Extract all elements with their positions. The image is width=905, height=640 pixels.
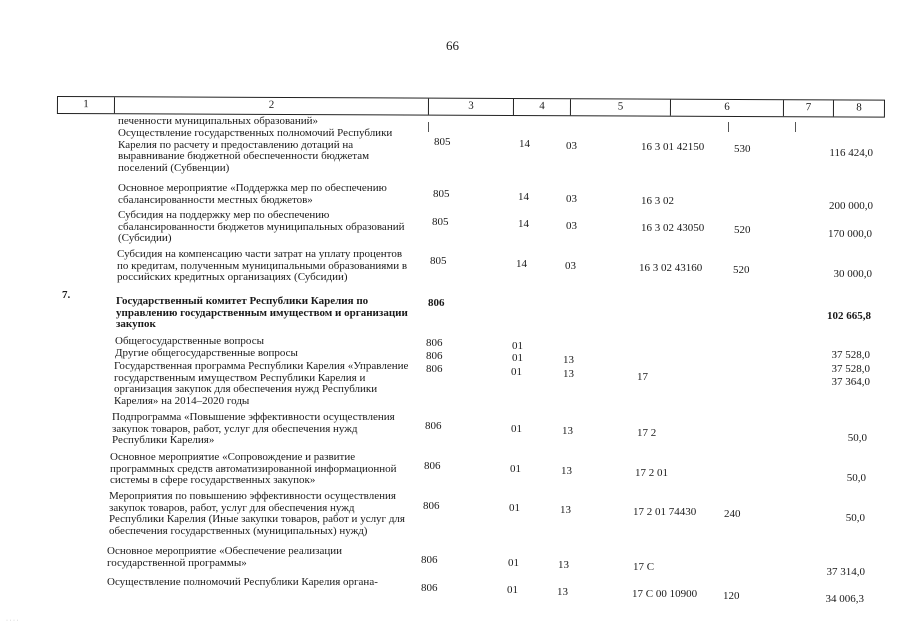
row-amount: 50,0 bbox=[846, 472, 866, 484]
row-expense-type: 520 bbox=[733, 264, 750, 276]
row-target-code: 17 2 bbox=[637, 427, 657, 439]
row-expense-type: 530 bbox=[734, 143, 751, 155]
row-admin-code: 806 bbox=[426, 350, 443, 362]
row-subsection: 13 bbox=[560, 504, 571, 516]
row-section: 01 bbox=[510, 463, 521, 475]
row-name: Подпрограмма «Повышение эффективности осуществления закупок товаров, работ, услуг для обеспечения нужд Республики Карелия» bbox=[112, 411, 395, 447]
row-section: 01 bbox=[507, 584, 518, 596]
row-section: 01 bbox=[512, 352, 523, 364]
header-col-2: 2 bbox=[115, 97, 429, 114]
header-col-7: 7 bbox=[784, 100, 834, 116]
row-amount: 50,0 bbox=[847, 432, 867, 444]
row-target-code: 17 2 01 74430 bbox=[633, 506, 697, 518]
row-admin-code: 805 bbox=[432, 216, 449, 228]
row-amount: 37 314,0 bbox=[826, 566, 865, 578]
row-admin-code: 806 bbox=[423, 500, 440, 512]
row-section: 01 bbox=[508, 557, 519, 569]
row-section: 14 bbox=[516, 258, 527, 270]
row-subsection: 13 bbox=[558, 559, 569, 571]
header-col-3: 3 bbox=[429, 99, 514, 115]
row-section: 01 bbox=[509, 502, 520, 514]
row-name: печенности муниципальных образований» bbox=[118, 115, 319, 127]
column-rule bbox=[728, 122, 729, 132]
row-name: Субсидия на компенсацию части затрат на уплату процентов по кредитам, полученным муниципальными образованиями в российских кредитных организациях (Субсидии) bbox=[117, 248, 408, 284]
row-subsection: 13 bbox=[563, 368, 574, 380]
row-name: Другие общегосударственные вопросы bbox=[115, 347, 298, 359]
row-section: 14 bbox=[518, 218, 529, 230]
header-col-1: 1 bbox=[58, 97, 115, 113]
row-admin-code: 806 bbox=[425, 420, 442, 432]
row-section: 01 bbox=[511, 423, 522, 435]
row-amount: 34 006,3 bbox=[825, 593, 864, 605]
scan-speck: · · · · bbox=[6, 618, 19, 624]
row-target-code: 17 С 00 10900 bbox=[632, 588, 698, 600]
row-amount: 30 000,0 bbox=[833, 268, 872, 280]
row-admin-code: 806 bbox=[421, 554, 438, 566]
row-expense-type: 520 bbox=[734, 224, 751, 236]
row-number: 7. bbox=[62, 289, 71, 301]
column-rule bbox=[795, 122, 796, 132]
row-admin-code: 806 bbox=[426, 337, 443, 349]
row-name: Государственный комитет Республики Карелия по управлению государственным имуществом и организации закупок bbox=[116, 295, 408, 331]
row-amount: 102 665,8 bbox=[827, 310, 871, 322]
row-amount: 200 000,0 bbox=[829, 200, 873, 212]
row-subsection: 03 bbox=[566, 220, 577, 232]
row-amount-secondary: 37 364,0 bbox=[831, 376, 870, 388]
row-subsection: 03 bbox=[566, 193, 577, 205]
row-name: Общегосударственные вопросы bbox=[115, 335, 264, 347]
row-target-code: 17 С bbox=[633, 561, 655, 573]
row-name: Государственная программа Республики Карелия «Управление государственным имуществом Республики Карелия и организация закупок для обеспечения нужд Республики Карелия» на 2014–2020 годы bbox=[114, 360, 409, 407]
row-subsection: 13 bbox=[561, 465, 572, 477]
row-admin-code: 806 bbox=[426, 363, 443, 375]
header-col-8: 8 bbox=[856, 101, 862, 114]
row-amount: 37 528,0 bbox=[831, 363, 870, 375]
row-expense-type: 120 bbox=[723, 590, 740, 602]
row-name: Основное мероприятие «Поддержка мер по обеспечению сбалансированности местных бюджетов» bbox=[118, 182, 387, 206]
row-section: 01 bbox=[511, 366, 522, 378]
row-section: 14 bbox=[519, 138, 530, 150]
header-col-5: 5 bbox=[571, 99, 671, 115]
row-target-code: 17 bbox=[637, 371, 648, 383]
row-amount: 37 528,0 bbox=[831, 349, 870, 361]
header-col-6: 6 bbox=[671, 100, 784, 116]
row-target-code: 17 2 01 bbox=[635, 467, 668, 479]
row-admin-code: 805 bbox=[433, 188, 450, 200]
row-target-code: 16 3 02 bbox=[641, 195, 674, 207]
row-admin-code: 806 bbox=[424, 460, 441, 472]
row-subsection: 13 bbox=[563, 354, 574, 366]
row-subsection: 13 bbox=[562, 425, 573, 437]
row-amount: 170 000,0 bbox=[828, 228, 872, 240]
row-section: 14 bbox=[518, 191, 529, 203]
column-rule bbox=[428, 122, 429, 132]
row-name: Мероприятия по повышению эффективности осуществления закупок товаров, работ, услуг для обеспечения нужд Республики Карелия (Иные закупки товаров, работ и услуг для обеспечения государственных (муниципальных) нужд) bbox=[109, 490, 405, 537]
page-number: 66 bbox=[446, 38, 459, 53]
row-subsection: 03 bbox=[566, 140, 577, 152]
row-name: Осуществление полномочий Республики Карелия органа- bbox=[107, 576, 378, 588]
row-admin-code: 806 bbox=[421, 582, 438, 594]
row-amount: 116 424,0 bbox=[829, 147, 873, 159]
row-subsection: 13 bbox=[557, 586, 568, 598]
row-target-code: 16 3 02 43160 bbox=[639, 262, 703, 274]
row-name: Основное мероприятие «Обеспечение реализации государственной программы» bbox=[107, 545, 343, 569]
row-admin-code: 805 bbox=[430, 255, 447, 267]
row-name: Осуществление государственных полномочий Республики Карелия по расчету и предоставлению дотаций на выравнивание бюджетной обеспеченности бюджетам поселений (Субвенции) bbox=[118, 127, 393, 174]
row-name: Основное мероприятие «Сопровождение и развитие программных средств автоматизированной информационной системы в сфере государственных закупок» bbox=[110, 451, 397, 487]
row-expense-type: 240 bbox=[724, 508, 741, 520]
row-section: 01 bbox=[512, 340, 523, 352]
header-col-4: 4 bbox=[514, 99, 571, 115]
row-subsection: 03 bbox=[565, 260, 576, 272]
row-admin-code: 806 bbox=[428, 297, 445, 309]
row-target-code: 16 3 01 42150 bbox=[641, 141, 705, 153]
row-amount: 50,0 bbox=[845, 512, 865, 524]
row-admin-code: 805 bbox=[434, 136, 451, 148]
row-target-code: 16 3 02 43050 bbox=[641, 222, 705, 234]
row-name: Субсидия на поддержку мер по обеспечению сбалансированности бюджетов муниципальных образований (Субсидии) bbox=[118, 209, 405, 245]
